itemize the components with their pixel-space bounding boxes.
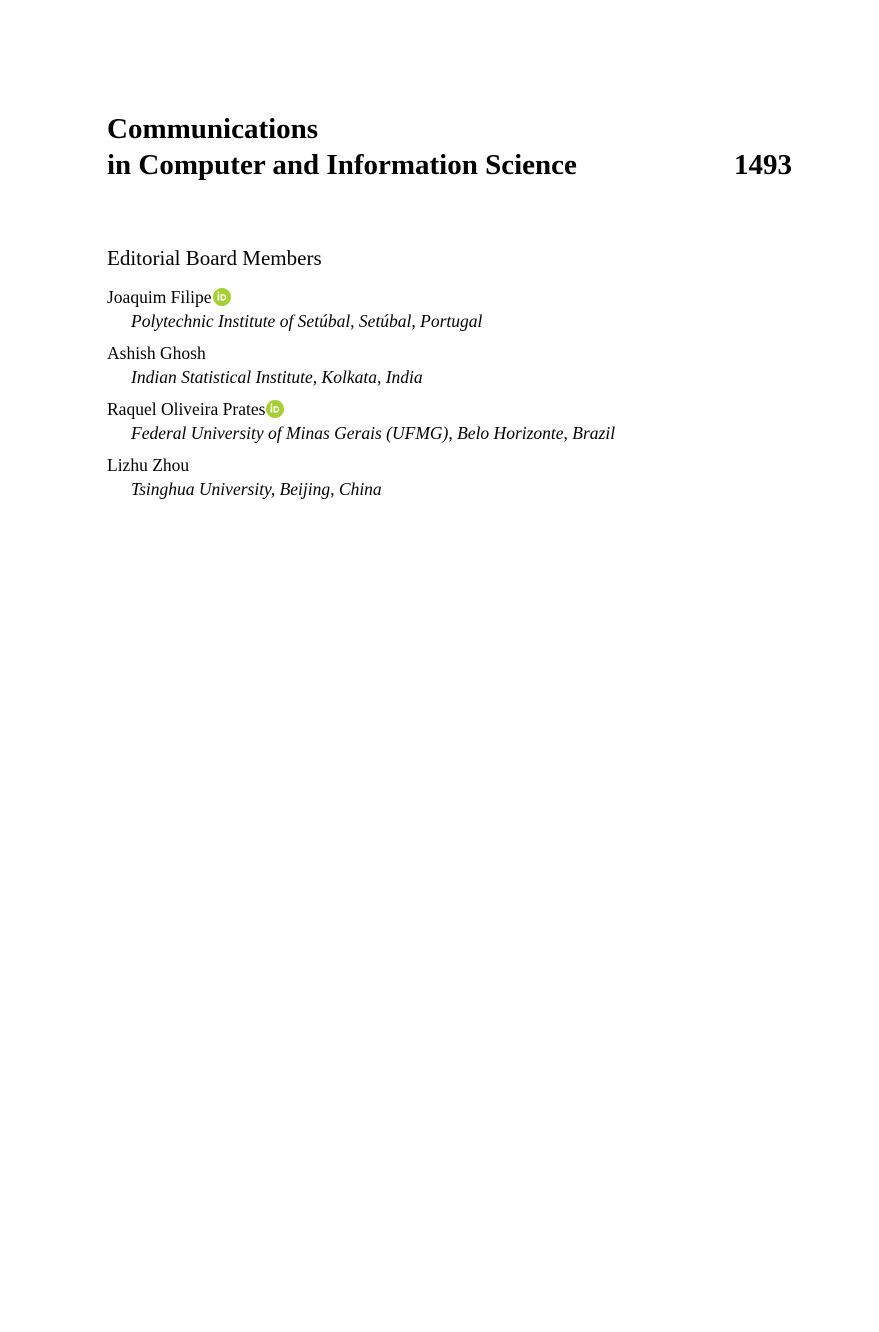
orcid-icon[interactable] <box>266 400 284 418</box>
board-member <box>107 397 827 453</box>
series-title <box>107 111 797 183</box>
member-name: Joaquim Filipe <box>107 287 212 307</box>
editorial-board-list <box>107 285 827 509</box>
member-affiliation: Tsinghua University, Beijing, China <box>131 479 382 499</box>
member-affiliation: Polytechnic Institute of Setúbal, Setúbal, Portugal <box>131 311 483 331</box>
member-name-row <box>107 285 827 309</box>
volume-number: 1493 <box>734 149 792 181</box>
board-member <box>107 285 827 341</box>
member-name: Lizhu Zhou <box>107 455 190 475</box>
series-title-line1: Communications <box>107 113 319 145</box>
member-name: Raquel Oliveira Prates <box>107 399 266 419</box>
series-title-line2-row <box>107 147 797 183</box>
member-name-row <box>107 341 827 365</box>
member-affiliation: Indian Statistical Institute, Kolkata, India <box>131 367 423 387</box>
member-affiliation: Federal University of Minas Gerais (UFMG), Belo Horizonte, Brazil <box>131 423 616 443</box>
series-title-line2: in Computer and Information Science <box>107 149 577 181</box>
member-name: Ashish Ghosh <box>107 343 206 363</box>
orcid-icon[interactable] <box>213 288 231 306</box>
member-name-row <box>107 453 827 477</box>
board-member <box>107 453 827 509</box>
member-name-row <box>107 397 827 421</box>
editorial-board-heading: Editorial Board Members <box>107 246 322 270</box>
board-member <box>107 341 827 397</box>
